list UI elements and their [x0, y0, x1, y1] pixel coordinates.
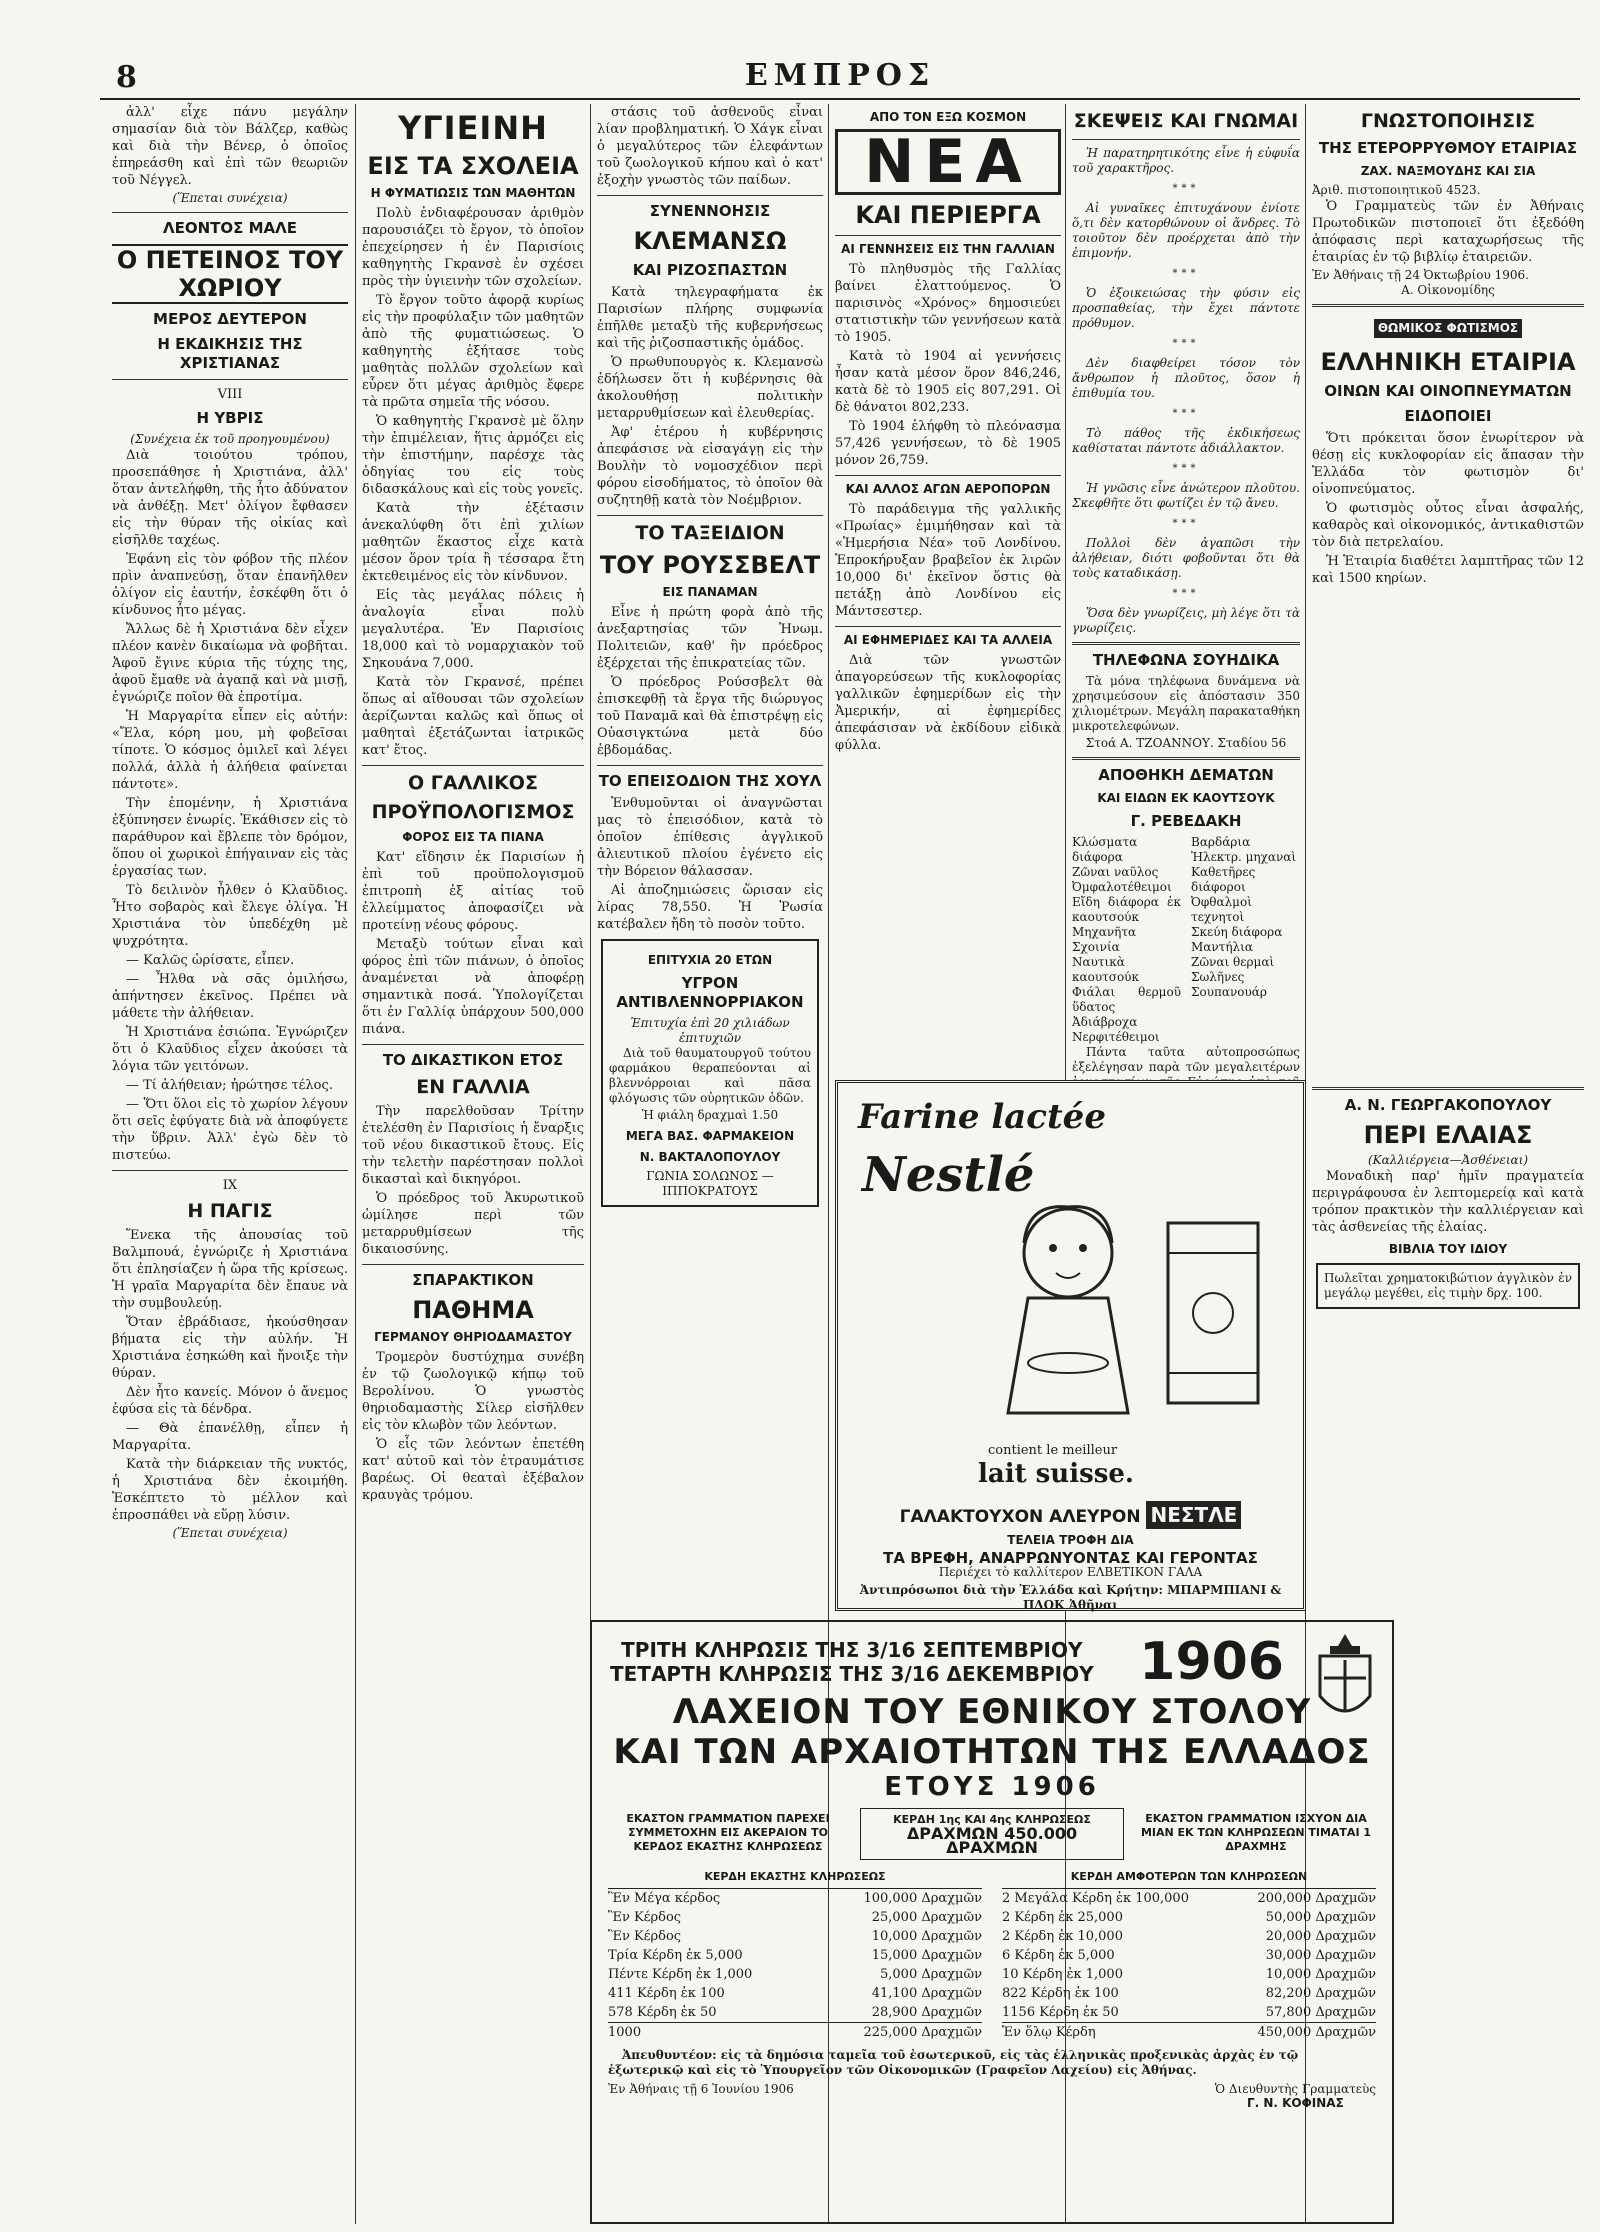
headline: ΑΙ ΕΦΗΜΕΡΙΔΕΣ ΚΑΙ ΤΑ ΑΛΛΕΙΑ [843, 633, 1053, 647]
paragraph: Ὁ εἷς τῶν λεόντων ἐπετέθη κατ' αὐτοῦ καὶ τὸν ἐτραυμάτισε βαρέως. Οἱ θεαταὶ ἐξέβαλον κραυγὰς τρόμου. [362, 1437, 584, 1503]
feuilleton-part: ΜΕΡΟΣ ΔΕΥΤΕΡΟΝ [153, 310, 307, 328]
paragraph: Τὸ πληθυσμὸς τῆς Γαλλίας βαίνει ἐλαττούμενος. Ὁ παρισινὸς «Χρόνος» δημοσιεύει στατιστικὴν τῶν γεννήσεων κατὰ τὸ 1905. [835, 262, 1061, 345]
ad-headline: ΕΛΛΗΝΙΚΗ ΕΤΑΙΡΙΑ [1320, 348, 1576, 376]
chapter-number: VIII [217, 387, 243, 402]
masthead [100, 58, 1580, 100]
paragraph: Ἡ Χριστιάνα ἐσιώπα. Ἐγνώριζεν ὅτι ὁ Κλαῦδιος εἶχεν ἀκούσει τὰ λόγια τῶν γειτόνων. [112, 1025, 348, 1074]
ad-subtitle: Ἐπιτυχία ἐπὶ 20 χιλιάδων ἐπιτυχιῶν [630, 1016, 790, 1045]
list-item: Καθετῆρες διάφοροι [1191, 865, 1256, 894]
feuilleton-author: ΛΕΟΝΤΟΣ ΜΑΛΕ [162, 219, 297, 237]
list-item: Σουπανουάρ [1191, 985, 1267, 999]
list-item: Βαρδάρια [1191, 835, 1251, 849]
paragraph: Μοναδικὴ παρ' ἡμῖν πραγματεία περιγράφουσα ἐν λεπτομερείᾳ καὶ κατὰ τρόπον πρακτικὸν τὴν καλλιέργειαν καὶ τὰς ἀσθενείας τῆς ἐλαίας. [1312, 1169, 1584, 1235]
list-item: Ἀδιάβροχα [1072, 1015, 1138, 1029]
paragraph: Ἀφ' ἑτέρου ἡ κυβέρνησις ἀπεφάσισε νὰ εἰσαγάγῃ εἰς τὴν Βουλὴν τὸ νομοσχέδιον περὶ φόρου εἰσοδήματος, τὸ ὁποῖον θὰ συζητηθῇ κατὰ τὸν Νοέμβριον. [597, 425, 823, 508]
subheadline: ΓΕΡΜΑΝΟΥ ΘΗΡΙΟΔΑΜΑΣΤΟΥ [374, 1330, 572, 1344]
reference-number: Ἀριθ. πιστοποιητικοῦ 4523. [1312, 183, 1481, 197]
ad-author: Α. Ν. ΓΕΩΡΓΑΚΟΠΟΥΛΟΥ [1344, 1096, 1552, 1114]
headline: ΚΑΙ ΑΛΛΟΣ ΑΓΩΝ ΑΕΡΟΠΟΡΩΝ [845, 482, 1051, 496]
ad-seller: Γ. ΡΕΒΕΔΑΚΗ [1130, 812, 1242, 830]
tagline-bold: lait suisse. [978, 1459, 1134, 1489]
paragraph: Μεταξὺ τούτων εἶναι καὶ φόρος ἐπὶ τῶν πιάνων, ὁ ὁποῖος ἀναμένεται νὰ ἀποφέρῃ σημαντικὰ ποσά. Ὑπολογίζεται ὅτι ἐν Γαλλίᾳ ὑπάρχουν 500,000 πιάνα. [362, 937, 584, 1037]
subheadline: ΚΑΙ ΡΙΖΟΣΠΑΣΤΩΝ [632, 261, 788, 279]
table-row: 2 Κέρδη ἐκ 25,000 50,000 Δραχμῶν [1002, 1910, 1376, 1925]
paragraph: Κατ' εἴδησιν ἐκ Παρισίων ἡ ἐπὶ τοῦ προϋπολογισμοῦ ἐπιτροπὴ ἐξ αἰτίας τοῦ ἐλλείμματος ἀποφασίζει νὰ προτείνῃ νέους φόρους. [362, 850, 584, 933]
notice-date: Ἐν Ἀθήναις τῇ 24 Ὀκτωβρίου 1906. [1312, 268, 1529, 282]
column-1 [112, 104, 348, 2224]
brand-name: Farine lactée [858, 1097, 1106, 1137]
director-name: Γ. Ν. ΚΟΦΙΝΑΣ [1246, 2096, 1344, 2110]
headline: ΑΙ ΓΕΝΝΗΣΕΙΣ ΕΙΣ ΤΗΝ ΓΑΛΛΙΑΝ [841, 242, 1055, 256]
draw-line: ΤΡΙΤΗ ΚΛΗΡΩΣΙΣ ΤΗΣ 3/16 ΣΕΠΤΕΜΒΡΙΟΥ [621, 1638, 1083, 1662]
paragraph: Διὰ τοιούτου τρόπου, προσεπάθησε ἡ Χριστιάνα, ἀλλ' ὅταν ἀντελήφθη, τῆς ἦτο ἀδύνατον νὰ ἀνθέξῃ. Μετ' ὀλίγον ἔφθασεν εἰς τὴν θύραν τῆς οἰκίας καὶ εἰσῆλθε ταχέως. [112, 448, 348, 548]
ad-subheadline: ΕΙΔΟΠΟΙΕΙ [1404, 407, 1492, 425]
saying: Ὅσα δὲν γνωρίζεις, μὴ λέγε ὅτι τὰ γνωρίζεις. [1072, 606, 1300, 635]
subtitle: Περιέχει τὸ καλλίτερον ΕΛΒΕΤΙΚΟΝ ΓΑΛΑ [938, 1565, 1203, 1579]
paragraph: Ἄλλως δὲ ἡ Χριστιάνα δὲν εἶχεν πλέον κανὲν δικαίωμα νὰ φοβῆται. Ἀφοῦ ἔγινε κύρια τῆς τύχης της, ἀφοῦ ἔμαθε νὰ ἀγαπᾷ καὶ νὰ μισῇ, ἐγνώριζε ποῖον θὰ ἐπροτίμα. [112, 622, 348, 705]
paragraph: — Καλῶς ὡρίσατε, εἶπεν. [126, 953, 295, 968]
table-header: ΚΕΡΔΗ ΕΚΑΣΤΗΣ ΚΛΗΡΩΣΕΩΣ [608, 1866, 982, 1889]
paragraph: Ἡ Μαργαρίτα εἶπεν εἰς αὐτήν: «Ἔλα, κόρη μου, μὴ φοβεῖσαι τίποτε. Ὁ κόσμος ὁμιλεῖ καὶ λέγει πολλά, ἀλλὰ ἡ ἀλήθεια φαίνεται πάντοτε». [112, 709, 348, 792]
feuilleton-subtitle: Η ΕΚΔΙΚΗΣΙΣ ΤΗΣ ΧΡΙΣΤΙΑΝΑΣ [157, 335, 303, 372]
prize-table [592, 1866, 1392, 2042]
saying: Ἡ παρατηρητικότης εἶνε ἡ εὐφυΐα τοῦ χαρακτῆρος. [1072, 146, 1300, 175]
subheadline: Η ΦΥΜΑΤΙΩΣΙΣ ΤΩΝ ΜΑΘΗΤΩΝ [370, 186, 576, 200]
ad-body: Διὰ τοῦ θαυματουργοῦ τούτου φαρμάκου θεραπεύονται αἱ βλεννόρροιαι καὶ πᾶσα φλόγωσις τῶν οὐρητικῶν ὁδῶν. [609, 1046, 811, 1105]
paragraph: Αἱ ἀποζημιώσεις ὥρισαν εἰς λίρας 78,550. Ἡ Ῥωσία κατέβαλεν ἤδη τὸ ποσὸν τοῦτο. [597, 883, 823, 932]
greek-product-title: ΓΑΛΑΚΤΟΥΧΟΝ ΑΛΕΥΡΟΝ ΝΕΣΤΛΕ [838, 1501, 1303, 1529]
list-item: Φιάλαι θερμοῦ ὕδατος [1072, 985, 1181, 1014]
royal-crest-icon [1300, 1626, 1390, 1736]
column-2 [362, 104, 584, 2224]
ad-label: ΘΩΜΙΚΟΣ ΦΩΤΙΣΜΟΣ [1374, 319, 1522, 338]
section-subtitle: ΚΑΙ ΠΕΡΙΕΡΓΑ [855, 201, 1041, 229]
headline: ΥΓΙΕΙΝΗ [398, 109, 548, 147]
paragraph: Ὅτι πρόκειται ὅσον ἐνωρίτερον νὰ θέσῃ εἰς κυκλοφορίαν εἰς ἅπασαν τὴν Ἑλλάδα τὸν φωτισμὸν δι' οἰνοπνεύματος. [1312, 431, 1584, 497]
subtitle: ΤΑ ΒΡΕΦΗ, ΑΝΑΡΡΩΝΥΟΝΤΑΣ ΚΑΙ ΓΕΡΟΝΤΑΣ [883, 1549, 1258, 1567]
subheadline: ΦΟΡΟΣ ΕΙΣ ΤΑ ΠΙΑΝΑ [402, 830, 544, 844]
paragraph: Τὴν παρελθοῦσαν Τρίτην ἐτελέσθη ἐν Παρισίοις ἡ ἔναρξις τοῦ νέου δικαστικοῦ ἔτους. Εἰς τὴν τελετὴν παρέστησαν πολλοὶ δικασταὶ καὶ δικηγόροι. [362, 1104, 584, 1187]
info-note: ΕΚΑΣΤΟΝ ΓΡΑΜΜΑΤΙΟΝ ΠΑΡΕΧΕΙ ΣΥΜΜΕΤΟΧΗΝ ΕΙΣ ΑΚΕΡΑΙΟΝ ΤΟ ΚΕΡΔΟΣ ΕΚΑΣΤΗΣ ΚΛΗΡΩΣΕΩΣ [626, 1812, 830, 1853]
paragraph: Ἐνθυμοῦνται οἱ ἀναγνῶσται μας τὸ ἐπεισόδιον, κατὰ τὸ ὁποῖον ἐπίθεσις ἀγγλικοῦ ἁλιευτικοῦ πλοίου ἐγένετο εἰς τὴν Βόρειον θάλασσαν. [597, 796, 823, 879]
column-4 [835, 104, 1061, 1064]
table-row: 411 Κέρδη ἐκ 100 41,100 Δραχμῶν [608, 1986, 982, 2001]
list-item: Μαντήλια [1191, 940, 1253, 954]
ad-seller-name: Ν. ΒΑΚΤΑΛΟΠΟΥΛΟΥ [639, 1150, 781, 1164]
saying: Ὁ ἐξοικειώσας τὴν φύσιν εἰς προσπαθείας, τὴν ἔχει πάντοτε πρόθυμον. [1072, 286, 1300, 330]
continued-note: (Συνέχεια ἐκ τοῦ προηγουμένου) [130, 432, 330, 446]
headline: ΣΠΑΡΑΚΤΙΚΟΝ [412, 1271, 534, 1289]
agents: Ἀντιπρόσωποι διὰ τὴν Ἑλλάδα καὶ Κρήτην: ΜΠΑΡΜΠΙΑΝΙ & ΠΛΟΚ Ἀθῆναι [859, 1583, 1282, 1612]
paragraph: Τὴν ἑπομένην, ἡ Χριστιάνα ἐξύπνησεν ἐνωρίς. Ἐκάθισεν εἰς τὸ παράθυρον καὶ ἔβλεπε τὸν δρόμον, ὅπου οἱ χωρικοὶ ἐπήγαιναν εἰς τὰς ἐργασίας των. [112, 796, 348, 879]
lottery-ad [590, 1620, 1394, 2224]
ad-tagline: ΕΠΙΤΥΧΙΑ 20 ΕΤΩΝ [647, 953, 773, 967]
saying: Τὸ πάθος τῆς ἐκδικήσεως καθίσταται πάντοτε ἀδιάλλακτον. [1072, 426, 1300, 455]
headline: ΓΝΩΣΤΟΠΟΙΗΣΙΣ [1360, 110, 1536, 132]
lottery-year: 1906 [1139, 1632, 1284, 1692]
list-item: Εἴδη διάφορα ἐκ καουτσούκ [1072, 895, 1181, 924]
list-item: Σωλῆνες [1191, 970, 1245, 984]
paragraph: Τὸ παράδειγμα τῆς γαλλικῆς «Πρωίας» ἐμιμήθησαν καὶ τὰ «Ἡμερήσια Νέα» τοῦ Λονδίνου. Ἐπροκήρυξαν βραβεῖον ἐκ λιρῶν 10,000 δι' ἐκεῖνον ὅστις θὰ πετάξῃ ἀπὸ Λονδίνου εἰς Μάντσεστερ. [835, 502, 1061, 619]
paragraph: Ἕνεκα τῆς ἀπουσίας τοῦ Βαλμπουά, ἐγνώριζε ἡ Χριστιάνα ὅτι ἐπλησίαζεν ἡ ὥρα τῆς κρίσεως. Ἡ γραῖα Μαργαρίτα δὲν ἔπαυε νὰ τὴν συμβουλεύῃ. [112, 1228, 348, 1311]
child-illustration-icon [968, 1193, 1168, 1433]
nestle-ad [835, 1080, 1306, 1611]
continued-note: (Ἕπεται συνέχεια) [172, 1526, 288, 1540]
ad-subheadline: ΟΙΝΩΝ ΚΑΙ ΟΙΝΟΠΝΕΥΜΑΤΩΝ [1324, 382, 1572, 400]
paragraph: Ὅταν ἐβράδιασε, ἠκούσθησαν βήματα εἰς τὴν αὐλήν. Ἡ Χριστιάνα ἐσηκώθη καὶ ἤνοιξε τὴν θύραν. [112, 1315, 348, 1381]
paragraph: Διὰ τῶν γνωστῶν ἀπαγορεύσεων τῆς κυκλοφορίας γαλλικῶν ἐφημερίδων εἰς τὴν Ἀμερικήν, αἱ ἐφημερίδες ἀπεφάσισαν νὰ ἐκδίδουν εἰδικὰ φύλλα. [835, 653, 1061, 753]
ad-seller: ΜΕΓΑ ΒΑΣ. ΦΑΡΜΑΚΕΙΟΝ [625, 1129, 795, 1143]
ad-subheadline: (Καλλιέργεια—Ἀσθένειαι) [1367, 1153, 1529, 1167]
tin-can-icon [1158, 1213, 1268, 1413]
headline: Ο ΓΑΛΛΙΚΟΣ [408, 772, 538, 794]
paragraph: Δὲν ἦτο κανείς. Μόνον ὁ ἄνεμος ἐφύσα εἰς τὰ δένδρα. [112, 1385, 348, 1417]
paragraph: Ὁ Γραμματεὺς τῶν ἐν Ἀθήναις Πρωτοδικῶν πιστοποιεῖ ὅτι ἐξεδόθη ἀπόφασις περὶ καταχωρήσεως τῆς ἑταιρίας ἐν τῷ βιβλίῳ ἑταιρειῶν. [1312, 199, 1584, 265]
ad-subheadline: ΚΑΙ ΕΙΔΩΝ ΕΚ ΚΑΟΥΤΣΟΥΚ [1097, 791, 1275, 805]
classified-ad: Πωλεῖται χρηματοκιβώτιον ἀγγλικὸν ἐν μεγάλῳ μεγέθει, εἰς τιμὴν δρχ. 100. [1316, 1263, 1580, 1309]
paragraph: Ὁ πρόεδρος τοῦ Ἀκυρωτικοῦ ὡμίλησε περὶ τῶν μεταρρυθμίσεων τῆς δικαιοσύνης. [362, 1191, 584, 1257]
paragraph: Τὸ δειλινὸν ἦλθεν ὁ Κλαῦδιος. Ἦτο σοβαρὸς καὶ ἔλεγε ὀλίγα. Ἡ Χριστιάνα τὸν ὑπεδέχθη μὲ ψυχρότητα. [112, 883, 348, 949]
prize-total: ΚΕΡΔΗ 1ης ΚΑΙ 4ης ΚΛΗΡΩΣΕΩΣ ΔΡΑΧΜΩΝ 450.000 ΔΡΑΧΜΩΝ [860, 1808, 1124, 1860]
headline: ΣΚΕΨΕΙΣ ΚΑΙ ΓΝΩΜΑΙ [1073, 110, 1299, 132]
headline: ΤΗΣ ΕΤΕΡΟΡΡΥΘΜΟΥ ΕΤΑΙΡΙΑΣ [1318, 139, 1578, 157]
continued-note: (Ἕπεται συνέχεια) [172, 191, 288, 205]
paragraph: Ἐφάνη εἰς τὸν φόβον τῆς πλέον πρὶν ἀναπνεύσῃ, ὅταν ἐπανῆλθεν ὀλίγον εἰς ἑαυτήν, ἐσκέφθη ὅτι ὁ κίνδυνος ἦτο μέγας. [112, 552, 348, 618]
headline: ΣΥΝΕΝΝΟΗΣΙΣ [649, 202, 771, 220]
table-row: 2 Κέρδη ἐκ 10,000 20,000 Δραχμῶν [1002, 1929, 1376, 1944]
newspaper-title: ΕΜΠΡΟΣ [744, 58, 936, 93]
feuilleton-title: Ο ΠΕΤΕΙΝΟΣ ΤΟΥ ΧΩΡΙΟΥ [112, 244, 348, 304]
table-row: Ἓν Μέγα κέρδος 100,000 Δραχμῶν [608, 1891, 982, 1906]
info-note: ΕΚΑΣΤΟΝ ΓΡΑΜΜΑΤΙΟΝ ΙΣΧΥΟΝ ΔΙΑ ΜΙΑΝ ΕΚ ΤΩΝ ΚΛΗΡΩΣΕΩΝ ΤΙΜΑΤΑΙ 1 ΔΡΑΧΜΗΣ [1140, 1812, 1372, 1853]
table-row: 2 Μεγάλα Κέρδη ἐκ 100,000 200,000 Δραχμῶν [1002, 1891, 1376, 1906]
paragraph: Τὸ ἔργον τοῦτο ἀφορᾷ κυρίως εἰς τὴν προφύλαξιν τῶν μαθητῶν ἀπὸ τῆς φυματιώσεως. Ὁ καθηγητὴς ἐξήτασε τοὺς μαθητὰς πολλῶν σχολείων καὶ εὗρεν ὅτι μέγας ἀριθμὸς ἔφερε τὰ πρῶτα σημεῖα τῆς νόσου. [362, 293, 584, 410]
ad-body: Τὰ μόνα τηλέφωνα δυνάμενα νὰ χρησιμεύσουν εἰς ἀπόστασιν 350 χιλιομέτρων. Μεγάλη παρακαταθήκη μικροτελεφώνων. [1072, 674, 1300, 733]
ad-price: Ἡ φιάλη δραχμαὶ 1.50 [641, 1108, 779, 1122]
article-text: ἀλλ' εἶχε πάνυ μεγάλην σημασίαν διὰ τὸν Βάλζερ, καθὼς καὶ διὰ τὴν Βένερ, ὁ ὁποῖος ἐπηρεάσθη καὶ ἐπὶ τῶν θεωριῶν τοῦ Νέγγελ. [112, 105, 348, 188]
paragraph: Ἡ Ἑταιρία διαθέτει λαμπτῆρας τῶν 12 καὶ 1500 κηρίων. [1312, 554, 1584, 586]
paragraph: Εἰς τὰς μεγάλας πόλεις ἡ ἀναλογία εἶναι πολὺ μεγαλυτέρα. Ἐν Παρισίοις 18,000 καὶ τὸ νομαρχιακὸν τοῦ Σηκουάνα 7,000. [362, 588, 584, 671]
list-item: Ἠλεκτρ. μηχαναὶ [1191, 850, 1297, 864]
chapter-title: Η ΠΑΓΙΣ [187, 1200, 273, 1222]
table-row: 1156 Κέρδη ἐκ 50 57,800 Δραχμῶν [1002, 2005, 1376, 2020]
paragraph: Κατὰ τηλεγραφήματα ἐκ Παρισίων πλήρης συμφωνία ἐπῆλθε μεταξὺ τῆς κυβερνήσεως καὶ τῆς ῥιζοσπαστικῆς ὁμάδος. [597, 285, 823, 351]
ad-address: ΓΩΝΙΑ ΣΟΛΩΝΟΣ — ΙΠΠΟΚΡΑΤΟΥΣ [646, 1169, 774, 1198]
chapter-number: IX [222, 1178, 238, 1193]
director-title: Ὁ Διευθυντὴς Γραμματεὺς [1214, 2082, 1376, 2096]
lottery-title: ΛΑΧΕΙΟΝ ΤΟΥ ΕΘΝΙΚΟΥ ΣΤΟΛΟΥ [672, 1692, 1312, 1732]
paragraph: — Ὅτι ὅλοι εἰς τὸ χωρίον λέγουν ὅτι σεῖς ἐφύγατε διὰ νὰ ἀποφύγετε τὴν ὕβριν. Ἀλλ' ἐγὼ δὲν τὸ πιστεύω. [112, 1097, 348, 1163]
tagline: contient le meilleur [988, 1443, 1118, 1458]
lottery-date: Ἐν Ἀθήναις τῇ 6 Ἰουνίου 1906 [608, 2082, 794, 2096]
section-title: ΝΕΑ [835, 129, 1061, 195]
page-number: 8 [116, 60, 137, 95]
ad-headline: ΠΕΡΙ ΕΛΑΙΑΣ [1363, 1121, 1533, 1149]
column-3 [597, 104, 823, 1614]
ad-title: ΥΓΡΟΝ ΑΝΤΙΒΛΕΝΝΟΡΡΙΑΚΟΝ [616, 974, 804, 1011]
table-row: Πέντε Κέρδη ἐκ 1,000 5,000 Δραχμῶν [608, 1967, 982, 1982]
paragraph: στάσις τοῦ ἀσθενοῦς εἶναι λίαν προβληματική. Ὁ Χάγκ εἶναι ὁ μεγαλύτερος τῶν ἐλεφάντων τοῦ ζωολογικοῦ κήπου καὶ ὁ κατ' ἐξοχὴν γνωστὸς τῶν παίδων. [597, 105, 823, 188]
ad-seller: Στοά Α. ΤΖΟΑΝΝΟΥ. Σταδίου 56 [1085, 736, 1287, 750]
headline: ΤΟ ΕΠΕΙΣΟΔΙΟΝ ΤΗΣ ΧΟΥΛ [598, 772, 822, 790]
lottery-footer: Ἀπευθυντέον: εἰς τὰ δημόσια ταμεῖα τοῦ ἐσωτερικοῦ, εἰς τὰς ἑλληνικὰς προξενικὰς ἀρχὰς ἐν τῷ ἐξωτερικῷ καὶ εἰς τὸ Ὑπουργεῖον τῶν Οἰκονομικῶν (Γραφεῖον Λαχείου) εἰς Ἀθήνας. [608, 2048, 1299, 2077]
list-item: Ζῶναι ναῦλος [1072, 865, 1159, 879]
table-row: 822 Κέρδη ἐκ 100 82,200 Δραχμῶν [1002, 1986, 1376, 2001]
paragraph: Ὁ πρωθυπουργὸς κ. Κλεμανσὼ ἐδήλωσεν ὅτι ἡ κυβέρνησις θὰ ἀκολουθήσῃ πολιτικὴν μεταρρυθμίσεων καὶ ἐλευθερίας. [597, 355, 823, 421]
ad-body: Πάντα ταῦτα αὐτοπροσώπως ἐξελέγησαν παρὰ τῶν μεγαλειτέρων [1072, 1045, 1300, 1074]
pharmacy-ad [601, 939, 819, 1207]
paragraph: — Τί ἀλήθειαν; ἠρώτησε τέλος. [126, 1078, 333, 1093]
list-item: Νερφιτέθειμοι [1072, 1030, 1160, 1044]
subheadline: ΕΙΣ ΠΑΝΑΜΑΝ [662, 585, 758, 599]
column-rule [355, 104, 356, 2224]
paragraph: — Θὰ ἐπανέλθῃ, εἶπεν ἡ Μαργαρίτα. [112, 1421, 348, 1453]
saying: Αἱ γυναῖκες ἐπιτυχάνουν ἐνίοτε ὅ,τι δὲν κατορθώνουν οἱ ἄνδρες. Τὸ τοιοῦτον δὲν προέρχεται ἀπὸ τὴν ἐπιμονήν. [1072, 201, 1300, 260]
headline: ΚΛΕΜΑΝΣΩ [633, 227, 787, 255]
subtitle: ΤΕΛΕΙΑ ΤΡΟΦΗ ΔΙΑ [1007, 1533, 1134, 1547]
table-row: 6 Κέρδη ἐκ 5,000 30,000 Δραχμῶν [1002, 1948, 1376, 1963]
ad-headline: ΤΗΛΕΦΩΝΑ ΣΟΥΗΔΙΚΑ [1092, 651, 1280, 669]
book-list-title: ΒΙΒΛΙΑ ΤΟΥ ΙΔΙΟΥ [1388, 1242, 1508, 1256]
paragraph: — Ἦλθα νὰ σᾶς ὁμιλήσω, ἀπήντησεν ἐκεῖνος. Πρέπει νὰ μάθετε τὴν ἀλήθειαν. [112, 972, 348, 1021]
subheadline: ΖΑΧ. ΝΑΞΜΟΥΔΗΣ ΚΑΙ ΣΙΑ [1360, 164, 1536, 178]
ad-headline: ΑΠΟΘΗΚΗ ΔΕΜΑΤΩΝ [1098, 766, 1274, 784]
headline: ΤΟ ΔΙΚΑΣΤΙΚΟΝ ΕΤΟΣ [382, 1051, 564, 1069]
paragraph: Τὸ 1904 ἐλήφθη τὸ πλεόνασμα 57,426 γεννήσεων, τὸ δὲ 1905 μόνον 26,759. [835, 419, 1061, 468]
table-row: 10 Κέρδη ἐκ 1,000 10,000 Δραχμῶν [1002, 1967, 1376, 1982]
table-row: Τρία Κέρδη ἐκ 5,000 15,000 Δραχμῶν [608, 1948, 982, 1963]
paragraph: Πολὺ ἐνδιαφέρουσαν ἀριθμὸν παρουσιάζει τὸ ἔργον, τὸ ὁποῖον ἐπεχείρησεν ἡ ἐν Παρισίοις καθηγητὴς Γκρανσὲ ἐν σχέσει πρὸς τὴν ὑγιεινὴν τῶν σχολείων. [362, 206, 584, 289]
paragraph: Ὁ φωτισμὸς οὗτος εἶναι ἀσφαλής, καθαρὸς καὶ οἰκονομικός, ἀντικαθιστῶν τὸν διὰ πετρελαίου. [1312, 501, 1584, 550]
lottery-year-line: ΕΤΟΥΣ 1906 [884, 1772, 1100, 1802]
product-list [1072, 835, 1300, 1045]
saying: Πολλοὶ δὲν ἀγαπῶσι τὴν ἀλήθειαν, διότι φοβοῦνται ὅτι θὰ τοὺς καταδικάσῃ. [1072, 536, 1300, 580]
paragraph: Εἶνε ἡ πρώτη φορὰ ἀπὸ τῆς ἀνεξαρτησίας τῶν Ἡνωμ. Πολιτειῶν, καθ' ἣν πρόεδρος ἐξέρχεται τῆς ἐπικρατείας τῶν. [597, 605, 823, 671]
table-row: Ἐν ὅλῳ Κέρδη 450,000 Δραχμῶν [1002, 2022, 1376, 2042]
paragraph: Κατὰ τὴν ἐξέτασιν ἀνεκαλύφθη ὅτι ἐπὶ χιλίων μαθητῶν ἕκαστος εἶχε κατὰ μέσον ὅρον τρία ἢ τέσσαρα ἔτη ἐκτεθειμένος εἰς τὸν κίνδυνον. [362, 501, 584, 584]
list-item: Ὀμφαλοτέθειμοι [1072, 880, 1172, 894]
notice-signature: Α. Οἰκονομίδης [1401, 283, 1495, 297]
headline: ΠΡΟΫΠΟΛΟΓΙΣΜΟΣ [371, 801, 575, 823]
table-header: ΚΕΡΔΗ ΑΜΦΟΤΕΡΩΝ ΤΩΝ ΚΛΗΡΩΣΕΩΝ [1002, 1866, 1376, 1889]
chapter-title: Η ΥΒΡΙΣ [196, 409, 264, 427]
table-row: 578 Κέρδη ἐκ 50 28,900 Δραχμῶν [608, 2005, 982, 2020]
headline: ΤΟΥ ΡΟΥΣΣΒΕΛΤ [599, 551, 821, 579]
list-item: Κλώσματα διάφορα [1072, 835, 1138, 864]
list-item: Ναυτικὰ καουτσούκ [1072, 955, 1139, 984]
paragraph: Τρομερὸν δυστύχημα συνέβη ἐν τῷ ζωολογικῷ κήπῳ τοῦ Βερολίνου. Ὁ γνωστὸς θηριοδαμαστὴς Σίλερ εἰσῆλθεν εἰς τὸν κλωβὸν τῶν λεόντων. [362, 1350, 584, 1433]
column-5: ΣΚΕΨΕΙΣ ΚΑΙ ΓΝΩΜΑΙ Ἡ παρατηρητικότης εἶνε ἡ εὐφυΐα τοῦ χαρακτῆρος. *** Αἱ γυναῖκες ἐπιτυχάνουν ἐνίοτε ὅ,τι δὲν κατορθώνουν οἱ ἄνδρες. Τὸ τοιοῦτον δὲν προέρχεται ἀπὸ τὴν ἐπιμονήν. *** Ὁ ἐξοικειώσας τὴν φύσιν εἰς προσπαθείας, τὴν ἔχει πάντοτε πρόθυμον. *** Δὲν διαφθείρει τόσον τὸν ἄνθρωπον ἡ πλοῦτος, ὅσον ἡ ἐπιθυμία του. *** Τὸ πάθος τῆς ἐκδικήσεως καθίσταται πάντοτε ἀδιάλλακτον. *** Ἡ γνῶσις εἶνε ἀνώτερον πλοῦτου. Σκεφθῆτε ὅτι φωτίζει ἐν τῷ ἄνευ. *** Πολλοὶ δὲν ἀγαπῶσι τὴν ἀλήθειαν, διότι φοβοῦνται ὅτι θὰ τοὺς καταδικάσῃ. *** Ὅσα δὲν γνωρίζεις, μὴ λέγε ὅτι τὰ γνωρίζεις. ΤΗΛΕΦΩΝΑ ΣΟΥΗΔΙΚΑ Τὰ μόνα τηλέφωνα δυνάμενα νὰ χρησιμεύσουν εἰς ἀπόστασιν 350 χιλιομέτρων. Μεγάλη παρακαταθήκη μικροτελεφώνων. Στοά Α. ΤΖΟΑΝΝΟΥ. Σταδίου 56 ΑΠΟΘΗΚΗ ΔΕΜΑΤΩΝ ΚΑΙ ΕΙΔΩΝ ΕΚ ΚΑΟΥΤΣΟΥΚ Γ. ΡΕΒΕΔΑΚΗ Κλώσματα διάφορα Ζῶναι ναῦλος Ὀμφαλοτέθειμοι Εἴδη διάφορα ἐκ καουτσούκ Μηχανῆτα Σχοινία Ναυτικὰ καουτσούκ Φιάλαι θερμοῦ ὕδατος Ἀδιάβροχα Νερφιτέθειμοι Βαρδάρια Ἠλεκτρ. μηχαναὶ Καθετῆρες διάφοροι Ὀφθαλμοὶ τεχνητοὶ Σκεύη διάφορα Μαντήλια Ζῶναι θερμαὶ Σωλῆνες Σουπανουάρ Πάντα ταῦτα αὐτοπροσώπως ἐξελέγησαν παρὰ τῶν μεγαλειτέρων [1072, 104, 1300, 1064]
paragraph: Κατὰ τὸν Γκρανσέ, πρέπει ὅπως αἱ αἴθουσαι τῶν σχολείων ἀερίζωνται καλῶς καὶ ὅπως οἱ μαθηταὶ ἐξετάζωνται ἰατρικῶς κατ' ἔτος. [362, 675, 584, 758]
draw-line: ΤΕΤΑΡΤΗ ΚΛΗΡΩΣΙΣ ΤΗΣ 3/16 ΔΕΚΕΜΒΡΙΟΥ [610, 1662, 1094, 1686]
section-label: ΑΠΟ ΤΟΝ ΕΞΩ ΚΟΣΜΟΝ [869, 110, 1027, 124]
headline: ΠΑΘΗΜΑ [412, 1296, 534, 1324]
list-item: Μηχανῆτα Σχοινία [1072, 925, 1137, 954]
paragraph: Κατὰ τὴν διάρκειαν τῆς νυκτός, ἡ Χριστιάνα δὲν ἐκοιμήθη. Ἐσκέπτετο τὸ μέλλον καὶ ἐπροσπάθει νὰ εὕρῃ λύσιν. [112, 1457, 348, 1523]
headline: ΕΝ ΓΑΛΛΙΑ [416, 1076, 530, 1098]
table-row: Ἓν Κέρδος 10,000 Δραχμῶν [608, 1929, 982, 1944]
table-row: Ἓν Κέρδος 25,000 Δραχμῶν [608, 1910, 982, 1925]
headline: ΕΙΣ ΤΑ ΣΧΟΛΕΙΑ [367, 152, 579, 180]
paragraph: Ὁ καθηγητὴς Γκρανσὲ μὲ ὅλην τὴν ἐπιμέλειαν, ἥτις ἀρμόζει εἰς τὴν ἐπιστήμην, παρέσχε τὰς ὁδηγίας του εἰς τοὺς διδασκάλους καὶ εἰς τοὺς γονεῖς. [362, 414, 584, 497]
brand-logo-text: Nestlé [862, 1147, 1035, 1203]
saying: Δὲν διαφθείρει τόσον τὸν ἄνθρωπον ἡ πλοῦτος, ὅσον ἡ ἐπιθυμία του. [1072, 356, 1300, 400]
table-row: 1000 225,000 Δραχμῶν [608, 2022, 982, 2042]
list-item: Σκεύη διάφορα [1191, 925, 1283, 939]
paragraph: Ὁ πρόεδρος Ρούσσβελτ θὰ ἐπισκεφθῇ τὰ ἔργα τῆς διώρυγος τοῦ Παναμᾶ καὶ θὰ ἐπιστρέψῃ εἰς Οὐασιγκτώνα μετὰ δύο ἑβδομάδας. [597, 675, 823, 758]
lottery-title: ΚΑΙ ΤΩΝ ΑΡΧΑΙΟΤΗΤΩΝ ΤΗΣ ΕΛΛΑΔΟΣ [613, 1732, 1371, 1772]
paragraph: Κατὰ τὸ 1904 αἱ γεννήσεις ἦσαν κατὰ μέσον ὅρον 846,246, κατὰ δὲ τὸ 1905 εἰς 807,291. Οἱ δὲ θάνατοι 802,233. [835, 349, 1061, 415]
list-item: Ζῶναι θερμαὶ [1191, 955, 1275, 969]
list-item: Ὀφθαλμοὶ τεχνητοὶ [1191, 895, 1252, 924]
headline: ΤΟ ΤΑΞΕΙΔΙΟΝ [635, 522, 785, 544]
saying: Ἡ γνῶσις εἶνε ἀνώτερον πλοῦτου. Σκεφθῆτε ὅτι φωτίζει ἐν τῷ ἄνευ. [1072, 481, 1300, 510]
